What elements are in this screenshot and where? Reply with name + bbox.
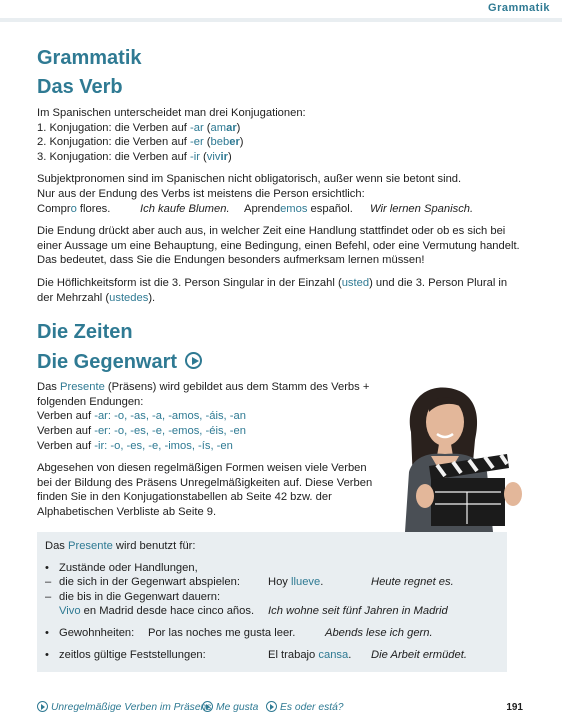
conjugation-line-1: 1. Konjugation: die Verben auf -ar (amar) xyxy=(37,121,241,134)
play-icon xyxy=(266,701,277,712)
conjugation-intro: Im Spanischen unterscheidet man drei Konjugationen: xyxy=(37,107,306,119)
presente-intro: Das Presente (Präsens) wird gebildet aus dem Stamm des Verbs + folgenden Endungen: xyxy=(37,381,370,408)
irregular-paragraph: Abgesehen von diesen regelmäßigen Formen weisen viele Verben bei der Bildung des Präsens Unregelmäßigkeiten auf. Diese Verben finden Sie in den Konjugationstabellen ab Seite 42 bzw. der Alphabetischen Verbliste ab Seite 9. xyxy=(37,462,373,518)
ending-row-ir: Verben auf -ir: -o, -es, -e, -imos, -ís, -en xyxy=(37,439,233,452)
conjugation-block xyxy=(37,106,521,164)
footer-link-es-esta[interactable]: Es oder está? xyxy=(266,702,344,713)
pronoun-text-1: Subjektpronomen sind im Spanischen nicht obligatorisch, außer wenn sie betont sind. xyxy=(37,173,462,186)
pronoun-examples: Compro flores. Ich kaufe Blumen. Aprendemos español. Wir lernen Spanisch. xyxy=(37,202,474,215)
woman-with-clapperboard-photo xyxy=(383,384,533,532)
footer xyxy=(37,702,523,716)
usage-box xyxy=(37,532,507,672)
running-header-label: Grammatik xyxy=(488,2,550,14)
footer-link-me-gusta[interactable]: Me gusta xyxy=(202,702,258,713)
header-divider xyxy=(0,18,562,22)
play-icon xyxy=(202,701,213,712)
subheading-gegenwart: Die Gegenwart xyxy=(37,347,521,377)
usage-duration-example: Vivo en Madrid desde hace cinco años. Ich wohne seit fünf Jahren in Madrid xyxy=(59,605,448,618)
usage-bullet-states: • Zustände oder Handlungen, xyxy=(45,561,198,574)
pronoun-text-2: Nur aus der Endung des Verbs ist meistens die Person ersichtlich: xyxy=(37,187,365,200)
usage-bullet-habits: • Gewohnheiten: Por las noches me gusta leer. Abends lese ich gern. xyxy=(45,626,433,639)
usage-bullet-facts: • zeitlos gültige Feststellungen: El trabajo cansa. Die Arbeit ermüdet. xyxy=(45,648,467,661)
conjugation-line-3: 3. Konjugation: die Verben auf -ir (vivir) xyxy=(37,150,232,163)
ending-row-ar: Verben auf -ar: -o, -as, -a, -amos, -áis, -an xyxy=(37,410,246,423)
conjugation-line-2: 2. Konjugation: die Verben auf -er (beber) xyxy=(37,136,244,149)
play-audio-icon[interactable] xyxy=(185,352,202,369)
usage-dash-duration: – die bis in die Gegenwart dauern: xyxy=(45,590,221,603)
presente-block xyxy=(37,380,382,519)
section-heading-zeiten: Die Zeiten xyxy=(37,321,133,344)
polite-form-paragraph: Die Höflichkeitsform ist die 3. Person Singular in der Einzahl (usted) und die 3. Person Plural in der Mehrzahl (ustedes). xyxy=(37,276,508,304)
running-header xyxy=(0,0,562,18)
usage-title: Das Presente wird benutzt für: xyxy=(45,540,196,552)
page-number: 191 xyxy=(506,702,523,713)
footer-link-irregular[interactable]: Unregelmäßige Verben im Präsens xyxy=(37,702,211,713)
play-icon xyxy=(37,701,48,712)
page-title: Grammatik xyxy=(37,47,142,69)
section-heading-verb: Das Verb xyxy=(37,76,123,98)
usage-dash-present: – die sich in der Gegenwart abspielen: Hoy llueve. Heute regnet es. xyxy=(45,576,454,589)
endung-paragraph: Die Endung drückt aber auch aus, in welcher Zeit eine Handlung stattfindet oder ob es sich bei einer Aussage um eine Behauptung, eine Bedingung, einen Befehl, oder eine Vermutung handelt. Das bedeutet, dass Sie die Endungen besonders aufmerksam lernen müssen! xyxy=(37,225,520,267)
ending-row-er: Verben auf -er: -o, -es, -e, -emos, -éis, -en xyxy=(37,424,246,437)
pronoun-block xyxy=(37,172,521,216)
